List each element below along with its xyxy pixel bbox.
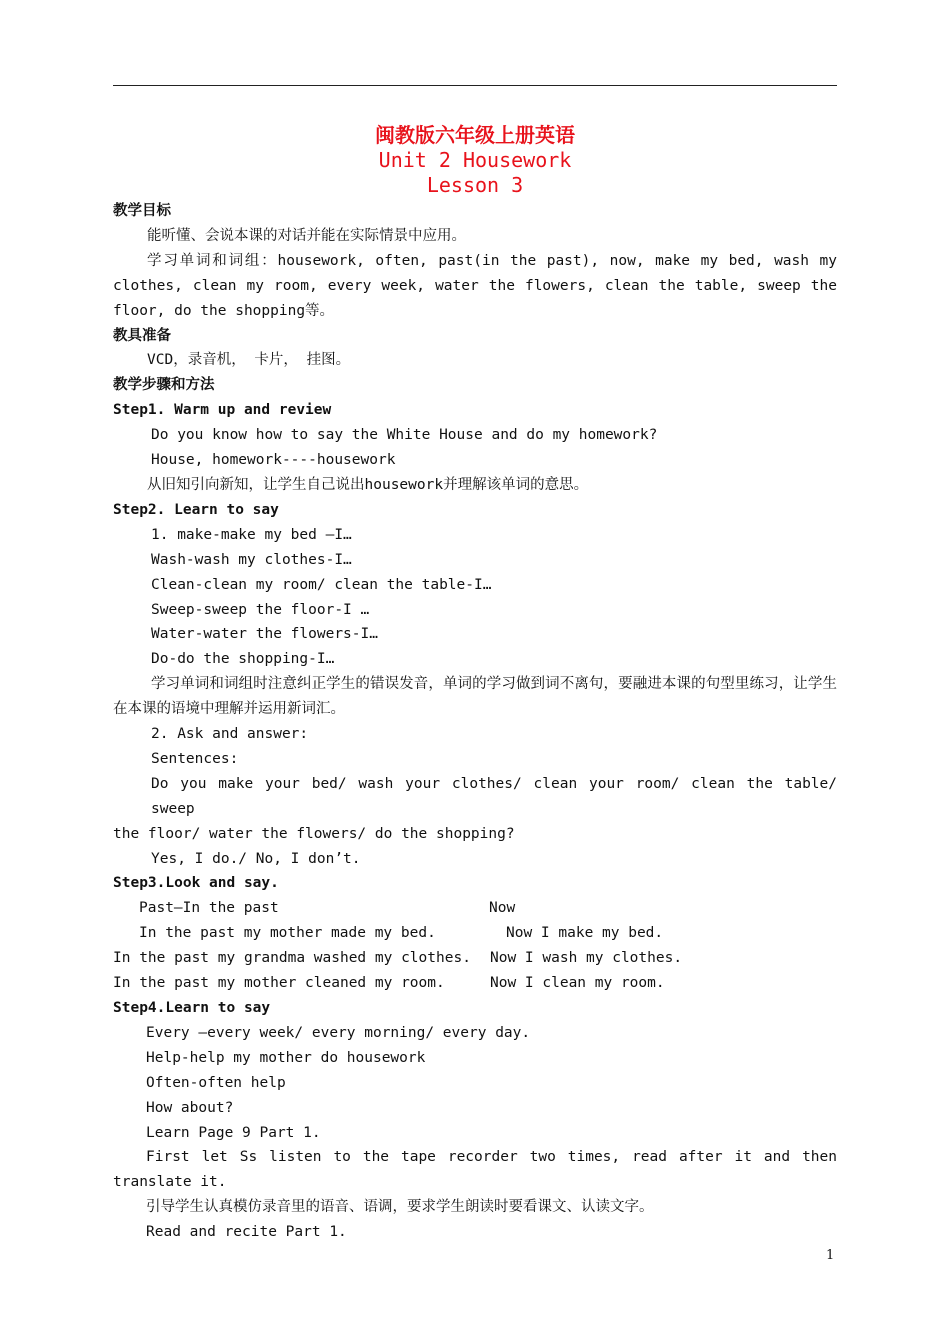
step2-sentence-line-1: Do you make your bed/ wash your clothes/ clean your room/ clean the table/ sweep (151, 775, 837, 817)
step2-line: Sweep-sweep the floor-I … (151, 601, 370, 618)
step3-row (113, 896, 837, 921)
step1-line: Do you know how to say the White House and do my homework? (151, 427, 658, 444)
step3-row (113, 946, 837, 971)
step4-line: translate it. (113, 1174, 227, 1191)
title-lesson: Lesson 3 (426, 173, 524, 197)
step3-past: In the past my grandma washed my clothes. (113, 950, 471, 967)
step3-row (113, 921, 837, 946)
step4-line: Help-help my mother do housework (146, 1049, 426, 1066)
steps-heading: 教学步骤和方法 (113, 377, 215, 394)
step2-line: 1. make-make my bed –I… (151, 526, 352, 543)
step1-note: 从旧知引向新知，让学生自己说出housework并理解该单词的意思。 (147, 476, 589, 493)
step4-line: Read and recite Part 1. (146, 1224, 347, 1241)
header-rule (113, 85, 837, 86)
step2-note: 学习单词和词组时注意纠正学生的错误发音，单词的学习做到词不离句，要融进本课的句型里练习，让学生在本课的语境中理解并运用新词汇。 (113, 676, 837, 718)
step3-now: Now I make my bed. (506, 925, 664, 942)
step4-line-justified: First let Ss listen to the tape recorder two times, read after it and then (146, 1149, 837, 1166)
step2-line: Wash-wash my clothes-I… (151, 551, 352, 568)
goal-2-line-1: 学习单词和词组：housework, often, past(in the past), now, make my bed, wash my (147, 252, 837, 269)
step2-line: Sentences: (151, 750, 239, 767)
step3-row (113, 971, 837, 996)
step3-now: Now I clean my room. (490, 975, 665, 992)
step1-line: House, homework----housework (151, 452, 396, 469)
step3-past: Past—In the past (139, 900, 279, 917)
step4-line: How about? (146, 1099, 234, 1116)
step4-note: 引导学生认真模仿录音里的语音、语调，要求学生朗读时要看课文、认读文字。 (146, 1199, 654, 1216)
step3-now: Now I wash my clothes. (490, 950, 683, 967)
title-chinese: 闽教版六年级上册英语 (375, 123, 575, 147)
tools-heading: 教具准备 (113, 327, 171, 344)
step3-now: Now (489, 900, 516, 917)
step2-line: Clean-clean my room/ clean the table-I… (151, 576, 492, 593)
step2-line: 2. Ask and answer: (151, 726, 309, 743)
goal-1: 能听懂、会说本课的对话并能在实际情景中应用。 (147, 227, 466, 244)
step4-line: Every –every week/ every morning/ every day. (146, 1024, 531, 1041)
step2-heading: Step2. Learn to say (113, 501, 279, 518)
step1-heading: Step1. Warm up and review (113, 402, 332, 419)
tools-text: VCD，录音机， 卡片， 挂图。 (147, 352, 351, 369)
step3-past: In the past my mother made my bed. (139, 925, 436, 942)
goal-2-line-2: clothes, clean my room, every week, water the flowers, clean the table, sweep the (113, 277, 837, 294)
step2-line: Do-do the shopping-I… (151, 651, 335, 668)
step3-past: In the past my mother cleaned my room. (113, 975, 445, 992)
step2-line: Water-water the flowers-I… (151, 626, 378, 643)
step4-heading: Step4.Learn to say (113, 1000, 271, 1016)
goal-2-line-3: floor, do the shopping等。 (113, 302, 335, 319)
document-body (113, 199, 837, 1245)
goals-heading: 教学目标 (113, 203, 171, 219)
step2-line: Yes, I do./ No, I don’t. (151, 850, 361, 867)
title-unit: Unit 2 Housework (378, 148, 572, 172)
step4-line: Often-often help (146, 1074, 286, 1091)
step2-sentence-line-2: the floor/ water the flowers/ do the shopping? (113, 825, 515, 842)
title-block (0, 123, 950, 198)
step4-line: Learn Page 9 Part 1. (146, 1124, 321, 1141)
page-number: 1 (826, 1248, 835, 1263)
step3-heading: Step3.Look and say. (113, 875, 279, 892)
